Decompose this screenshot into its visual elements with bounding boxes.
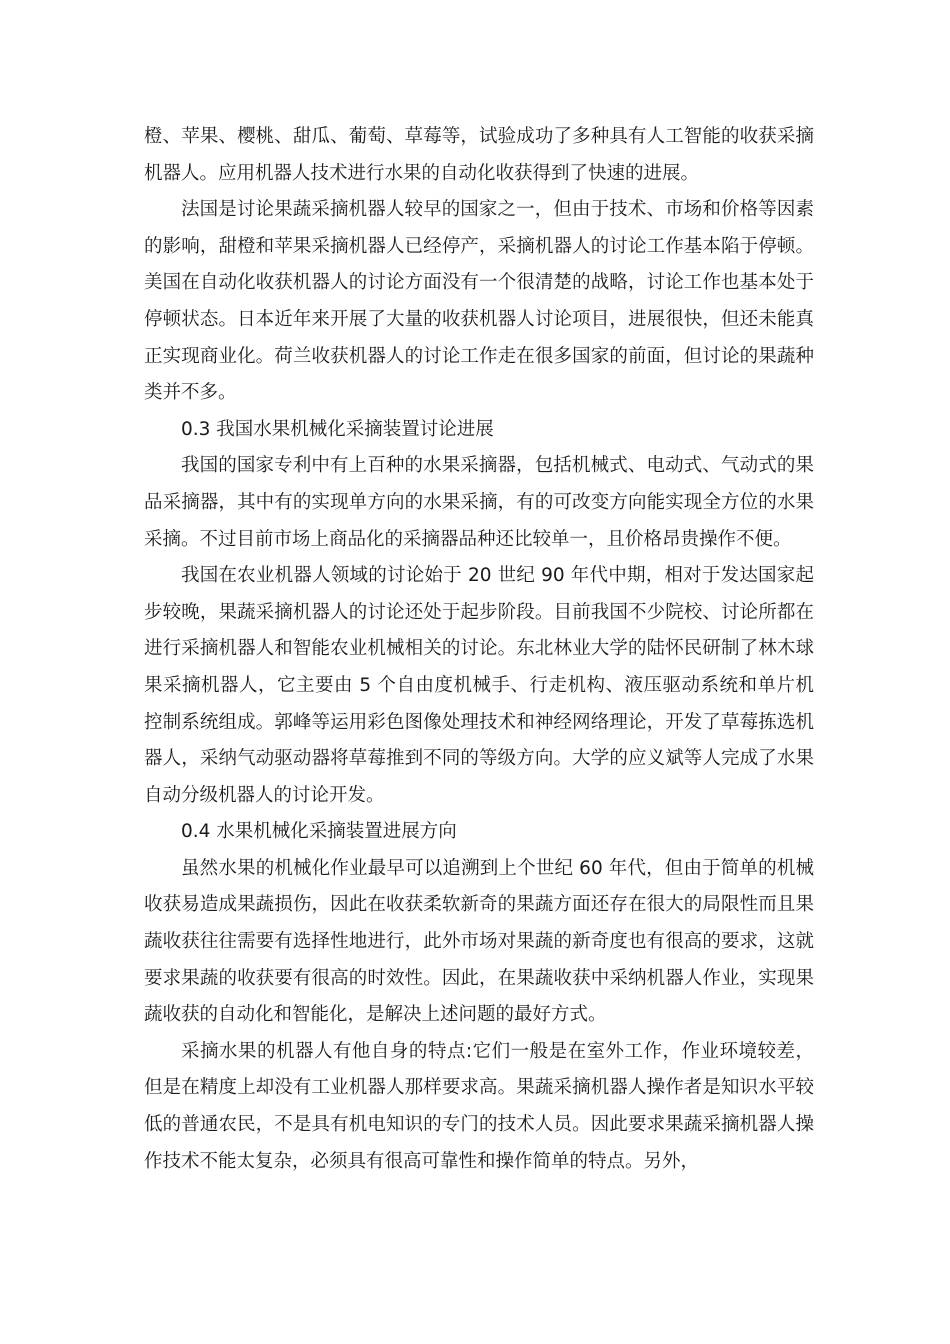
section-heading-0-3: 0.3 我国水果机械化采摘装置讨论进展 xyxy=(181,418,494,440)
document-body xyxy=(144,119,814,1180)
section-heading-0-4: 0.4 水果机械化采摘装置进展方向 xyxy=(181,821,457,843)
paragraph-china-research: 我国在农业机器人领域的讨论始于 20 世纪 90 年代中期，相对于发达国家起步较晚，果蔬采摘机器人的讨论还处于起步阶段。目前我国不少院校、讨论所都在进行采摘机器人和智能农业机械相关的讨论。东北林业大学的陆怀民研制了林木球果采摘机器人，它主要由 5 个自由度机械手、行走机构、液压驱动系统和单片机控制系统组成。郭峰等运用彩色图像处理技术和神经网络理论，开发了草莓拣选机器人，采纳气动驱动器将草莓推到不同的等级方向。大学的应义斌等人完成了水果自动分级机器人的讨论开发。 xyxy=(144,565,814,806)
paragraph-france-research: 法国是讨论果蔬采摘机器人较早的国家之一，但由于技术、市场和价格等因素的影响，甜橙和苹果采摘机器人已经停产，采摘机器人的讨论工作基本陷于停顿。美国在自动化收获机器人的讨论方面没有一个很清楚的战略，讨论工作也基本处于停顿状态。日本近年来开展了大量的收获机器人讨论项目，进展很快，但还未能真正实现商业化。荷兰收获机器人的讨论工作走在很多国家的前面，但讨论的果蔬种类并不多。 xyxy=(144,199,814,404)
paragraph-continued: 橙、苹果、樱桃、甜瓜、葡萄、草莓等，试验成功了多种具有人工智能的收获采摘机器人。应用机器人技术进行水果的自动化收获得到了快速的进展。 xyxy=(144,126,814,184)
paragraph-robot-characteristics: 采摘水果的机器人有他自身的特点:它们一般是在室外工作，作业环境较差，但是在精度上却没有工业机器人那样要求高。果蔬采摘机器人操作者是知识水平较低的普通农民，不是具有机电知识的专门的技术人员。因此要求果蔬采摘机器人操作技术不能太复杂，必须具有很高可靠性和操作简单的特点。另外， xyxy=(144,1040,814,1172)
paragraph-mechanization-history: 虽然水果的机械化作业最早可以追溯到上个世纪 60 年代，但由于简单的机械收获易造成果蔬损伤，因此在收获柔软新奇的果蔬方面还存在很大的局限性而且果蔬收获往往需要有选择性地进行，此外市场对果蔬的新奇度也有很高的要求，这就要求果蔬的收获要有很高的时效性。因此，在果蔬收获中采纳机器人作业，实现果蔬收获的自动化和智能化，是解决上述问题的最好方式。 xyxy=(144,857,814,1026)
paragraph-patents: 我国的国家专利中有上百种的水果采摘器，包括机械式、电动式、气动式的果品采摘器，其中有的实现单方向的水果采摘，有的可改变方向能实现全方位的水果采摘。不过目前市场上商品化的采摘器品种还比较单一，且价格昂贵操作不便。 xyxy=(144,455,814,550)
